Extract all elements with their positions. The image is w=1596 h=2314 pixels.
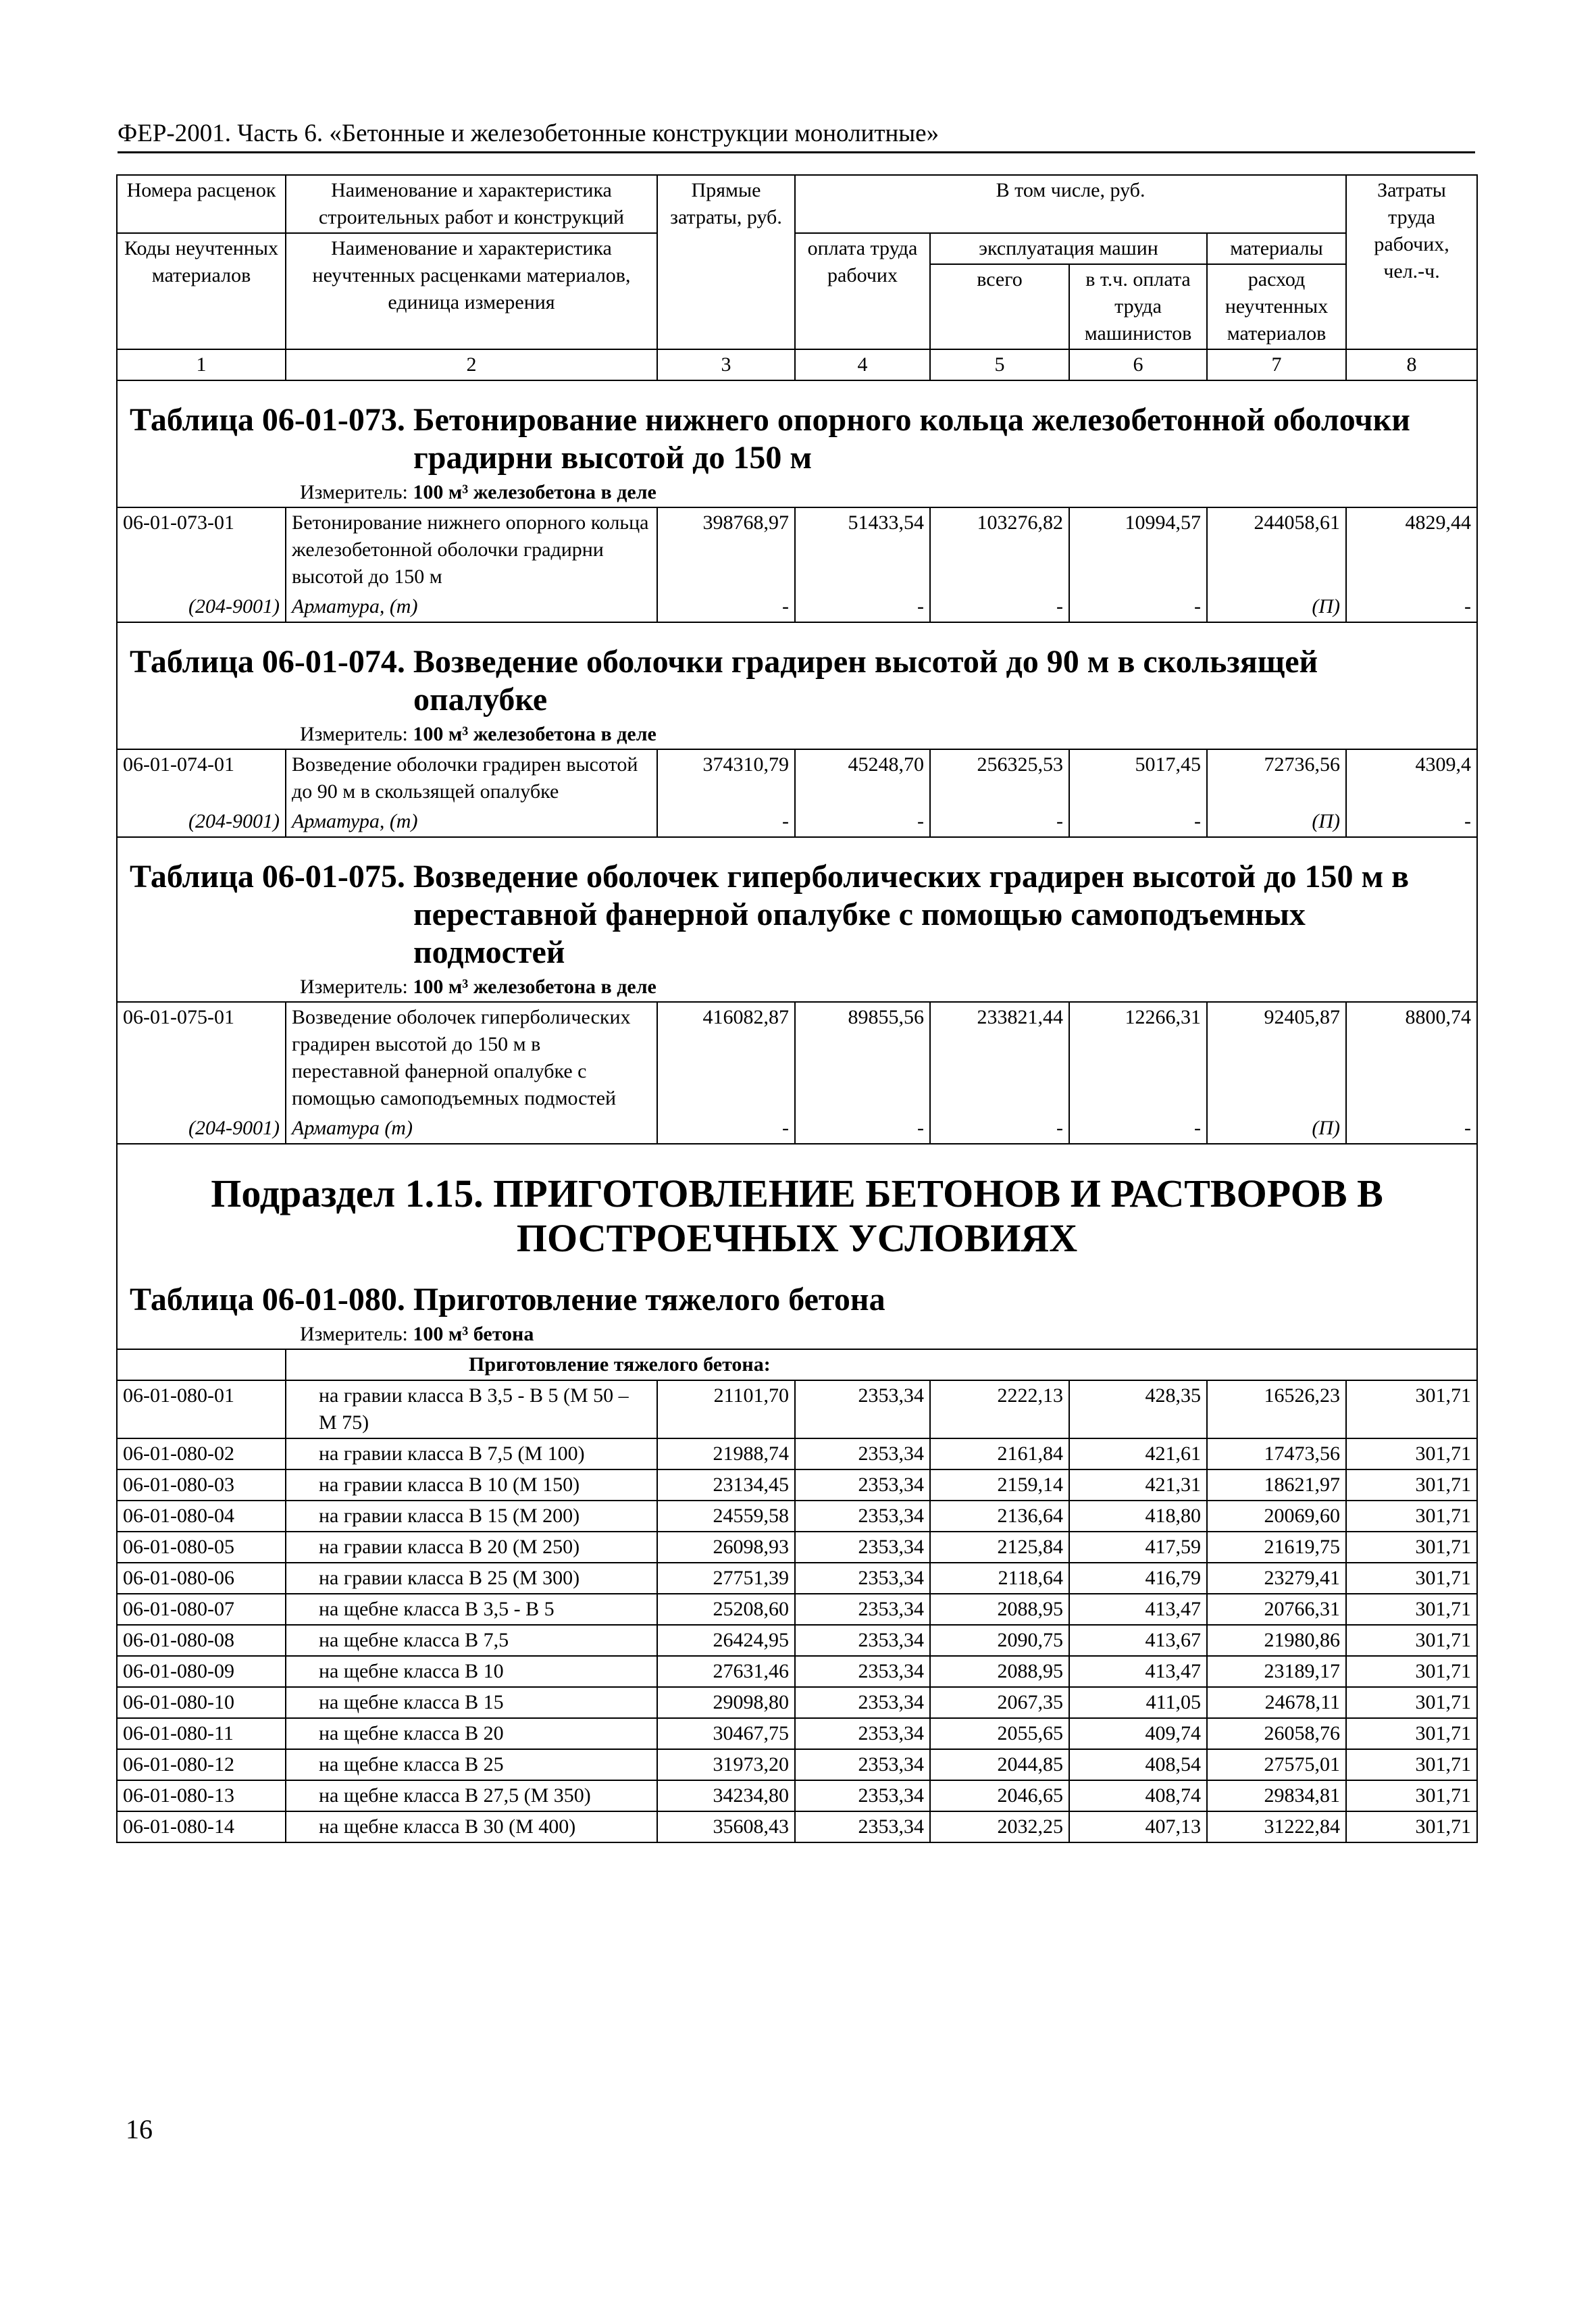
- work-description: на щебне класса В 30 (М 400): [286, 1811, 657, 1842]
- table-row: [117, 1532, 1477, 1563]
- material-name: Арматура (т): [286, 1113, 657, 1144]
- value-labor: 2353,34: [795, 1563, 930, 1594]
- value-labor: 2353,34: [795, 1594, 930, 1625]
- rate-code: 06-01-080-14: [117, 1811, 286, 1842]
- dash-cell: -: [795, 592, 930, 622]
- value-materials: 31222,84: [1207, 1811, 1346, 1842]
- column-number: 4: [795, 349, 930, 380]
- subsection-title: [118, 1145, 1476, 1281]
- rate-code: 06-01-080-12: [117, 1749, 286, 1780]
- dash-cell: -: [795, 1113, 930, 1144]
- value-mach-labor: 418,80: [1069, 1501, 1207, 1532]
- value-direct: 34234,80: [657, 1780, 795, 1811]
- work-description: на щебне класса В 15: [286, 1687, 657, 1718]
- measure-value: 100 м³ бетона: [413, 1323, 534, 1345]
- value-mach-total: 2090,75: [930, 1625, 1069, 1656]
- material-use: (П): [1207, 592, 1346, 622]
- measure-label: Измеритель:: [300, 723, 408, 745]
- value-mach-labor: 421,61: [1069, 1438, 1207, 1469]
- group-code-cell: [117, 1349, 286, 1380]
- value-labor: 89855,56: [795, 1002, 930, 1113]
- header-work-name: Наименование и характеристика строительных работ и конструкций: [286, 175, 657, 233]
- column-number: 3: [657, 349, 795, 380]
- measure-unit: [118, 722, 1476, 749]
- work-description: на гравии класса В 3,5 - В 5 (М 50 – М 75): [286, 1380, 657, 1438]
- value-labor: 2353,34: [795, 1811, 930, 1842]
- dash-cell: -: [1346, 807, 1477, 837]
- header-labor-hours: Затраты труда рабочих, чел.-ч.: [1346, 175, 1477, 349]
- value-hours: 8800,74: [1346, 1002, 1477, 1113]
- rate-code: 06-01-080-05: [117, 1532, 286, 1563]
- value-direct: 24559,58: [657, 1501, 795, 1532]
- rate-code: 06-01-080-11: [117, 1718, 286, 1749]
- group-title: Приготовление тяжелого бетона:: [286, 1349, 1477, 1380]
- work-description: на гравии класса В 7,5 (М 100): [286, 1438, 657, 1469]
- value-labor: 45248,70: [795, 749, 930, 807]
- material-code: (204-9001): [117, 592, 286, 622]
- material-name: Арматура, (т): [286, 807, 657, 837]
- dash-cell: -: [1069, 592, 1207, 622]
- value-hours: 301,71: [1346, 1469, 1477, 1501]
- work-description: на щебне класса В 25: [286, 1749, 657, 1780]
- group-row: [117, 1349, 1477, 1380]
- value-hours: 301,71: [1346, 1380, 1477, 1438]
- value-labor: 2353,34: [795, 1625, 930, 1656]
- value-hours: 301,71: [1346, 1438, 1477, 1469]
- value-mach-total: 2136,64: [930, 1501, 1069, 1532]
- work-description: на щебне класса В 20: [286, 1718, 657, 1749]
- value-direct: 35608,43: [657, 1811, 795, 1842]
- measure-label: Измеритель:: [300, 481, 408, 503]
- header-machines-total: всего: [930, 264, 1069, 349]
- rate-code: 06-01-075-01: [117, 1002, 286, 1113]
- value-hours: 301,71: [1346, 1594, 1477, 1625]
- value-labor: 2353,34: [795, 1532, 930, 1563]
- value-mach_total: 103276,82: [930, 507, 1069, 592]
- value-mach-total: 2046,65: [930, 1780, 1069, 1811]
- dash-cell: -: [930, 592, 1069, 622]
- value-mach-labor: 411,05: [1069, 1687, 1207, 1718]
- work-description: на щебне класса В 27,5 (М 350): [286, 1780, 657, 1811]
- table-title-line: опалубке: [413, 682, 548, 718]
- value-direct: 398768,97: [657, 507, 795, 592]
- header-materials: материалы: [1207, 233, 1346, 264]
- value-mach-total: 2222,13: [930, 1380, 1069, 1438]
- value-mach-total: 2161,84: [930, 1438, 1069, 1469]
- rate-code: 06-01-080-06: [117, 1563, 286, 1594]
- value-hours: 301,71: [1346, 1532, 1477, 1563]
- table-title-line: переставной фанерной опалубке с помощью самоподъемных: [413, 897, 1306, 932]
- rate-code: 06-01-073-01: [117, 507, 286, 592]
- table-title-line: Таблица 06-01-075. Возведение оболочек гиперболических градирен высотой до 150 м в: [130, 859, 1410, 895]
- value-hours: 4309,4: [1346, 749, 1477, 807]
- value-mach_labor: 12266,31: [1069, 1002, 1207, 1113]
- measure-label: Измеритель:: [300, 1323, 408, 1345]
- value-materials: 92405,87: [1207, 1002, 1346, 1113]
- value-mach-labor: 416,79: [1069, 1563, 1207, 1594]
- header-including: В том числе, руб.: [795, 175, 1346, 233]
- table-row: [117, 1380, 1477, 1438]
- value-mach-total: 2088,95: [930, 1656, 1069, 1687]
- value-direct: 26424,95: [657, 1625, 795, 1656]
- work-description: на щебне класса В 10: [286, 1656, 657, 1687]
- value-labor: 2353,34: [795, 1718, 930, 1749]
- measure-unit: [118, 480, 1476, 507]
- value-materials: 17473,56: [1207, 1438, 1346, 1469]
- value-direct: 27631,46: [657, 1656, 795, 1687]
- value-direct: 29098,80: [657, 1687, 795, 1718]
- dash-cell: -: [795, 807, 930, 837]
- value-mach-labor: 413,47: [1069, 1656, 1207, 1687]
- rate-code: 06-01-080-07: [117, 1594, 286, 1625]
- value-mach-labor: 407,13: [1069, 1811, 1207, 1842]
- rate-code: 06-01-080-08: [117, 1625, 286, 1656]
- header-rate-numbers: Номера расценок: [117, 175, 286, 233]
- material-name: Арматура, (т): [286, 592, 657, 622]
- table-title-cell: [117, 622, 1477, 749]
- header-direct-costs: Прямые затраты, руб.: [657, 175, 795, 349]
- dash-cell: -: [930, 807, 1069, 837]
- value-labor: 2353,34: [795, 1501, 930, 1532]
- value-materials: 72736,56: [1207, 749, 1346, 807]
- subsection-row: [117, 1144, 1477, 1349]
- value-direct: 21988,74: [657, 1438, 795, 1469]
- material-use: (П): [1207, 807, 1346, 837]
- material-use: (П): [1207, 1113, 1346, 1144]
- value-hours: 301,71: [1346, 1780, 1477, 1811]
- value-mach_total: 233821,44: [930, 1002, 1069, 1113]
- table-title: [118, 1281, 1476, 1322]
- value-materials: 16526,23: [1207, 1380, 1346, 1438]
- value-labor: 2353,34: [795, 1749, 930, 1780]
- dash-cell: -: [930, 1113, 1069, 1144]
- value-materials: 20766,31: [1207, 1594, 1346, 1625]
- document-body: [116, 174, 1476, 1843]
- value-direct: 21101,70: [657, 1380, 795, 1438]
- work-description: Возведение оболочки градирен высотой до 90 м в скользящей опалубке: [286, 749, 657, 807]
- header-materials-use: расход неучтенных материалов: [1207, 264, 1346, 349]
- table-title: [118, 381, 1476, 480]
- value-materials: 29834,81: [1207, 1780, 1346, 1811]
- value-materials: 24678,11: [1207, 1687, 1346, 1718]
- table-row: [117, 1718, 1477, 1749]
- rate-code: 06-01-074-01: [117, 749, 286, 807]
- table-title-line: Таблица 06-01-074. Возведение оболочки градирен высотой до 90 м в скользящей: [130, 644, 1318, 680]
- value-hours: 301,71: [1346, 1687, 1477, 1718]
- work-description: на гравии класса В 20 (М 250): [286, 1532, 657, 1563]
- value-materials: 23279,41: [1207, 1563, 1346, 1594]
- value-direct: 31973,20: [657, 1749, 795, 1780]
- dash-cell: -: [657, 1113, 795, 1144]
- table-title: [118, 623, 1476, 722]
- table-row: [117, 1780, 1477, 1811]
- dash-cell: -: [1346, 1113, 1477, 1144]
- work-description: на гравии класса В 25 (М 300): [286, 1563, 657, 1594]
- dash-cell: -: [657, 807, 795, 837]
- header-material-codes: Коды неучтенных материалов: [117, 233, 286, 349]
- page-number: 16: [126, 2114, 153, 2144]
- value-direct: 374310,79: [657, 749, 795, 807]
- table-row: [117, 1656, 1477, 1687]
- measure-value: 100 м³ железобетона в деле: [413, 481, 657, 503]
- table-title-row: [117, 380, 1477, 507]
- table-title-cell: [117, 837, 1477, 1002]
- table-row: [117, 1687, 1477, 1718]
- table-title-row: [117, 837, 1477, 1002]
- table-title-line: Таблица 06-01-080. Приготовление тяжелого бетона: [130, 1282, 885, 1317]
- value-labor: 2353,34: [795, 1438, 930, 1469]
- rate-code: 06-01-080-04: [117, 1501, 286, 1532]
- material-row: [117, 807, 1477, 837]
- rate-code: 06-01-080-01: [117, 1380, 286, 1438]
- value-hours: 301,71: [1346, 1749, 1477, 1780]
- table-row: [117, 1749, 1477, 1780]
- value-labor: 2353,34: [795, 1380, 930, 1438]
- value-mach-total: 2125,84: [930, 1532, 1069, 1563]
- measure-unit: [118, 974, 1476, 1001]
- work-description: на гравии класса В 15 (М 200): [286, 1501, 657, 1532]
- value-labor: 51433,54: [795, 507, 930, 592]
- work-description: на щебне класса В 3,5 - В 5: [286, 1594, 657, 1625]
- measure-label: Измеритель:: [300, 976, 408, 998]
- value-direct: 25208,60: [657, 1594, 795, 1625]
- value-materials: 18621,97: [1207, 1469, 1346, 1501]
- value-direct: 30467,75: [657, 1718, 795, 1749]
- value-mach-total: 2067,35: [930, 1687, 1069, 1718]
- value-mach-total: 2055,65: [930, 1718, 1069, 1749]
- measure-value: 100 м³ железобетона в деле: [413, 976, 657, 998]
- value-mach-labor: 421,31: [1069, 1469, 1207, 1501]
- measure-value: 100 м³ железобетона в деле: [413, 723, 657, 745]
- value-hours: 301,71: [1346, 1563, 1477, 1594]
- column-number: 6: [1069, 349, 1207, 380]
- value-direct: 416082,87: [657, 1002, 795, 1113]
- value-mach-total: 2044,85: [930, 1749, 1069, 1780]
- header-machines: эксплуатация машин: [930, 233, 1207, 264]
- value-materials: 23189,17: [1207, 1656, 1346, 1687]
- work-description: на гравии класса В 10 (М 150): [286, 1469, 657, 1501]
- table-title-row: [117, 622, 1477, 749]
- value-mach-labor: 408,54: [1069, 1749, 1207, 1780]
- column-number: 1: [117, 349, 286, 380]
- rate-code: 06-01-080-02: [117, 1438, 286, 1469]
- value-direct: 23134,45: [657, 1469, 795, 1501]
- value-hours: 301,71: [1346, 1625, 1477, 1656]
- header-material-name: Наименование и характеристика неучтенных расценками материалов, единица измерения: [286, 233, 657, 349]
- value-hours: 301,71: [1346, 1811, 1477, 1842]
- subsection-cell: [117, 1144, 1477, 1349]
- value-materials: 244058,61: [1207, 507, 1346, 592]
- value-mach-labor: 408,74: [1069, 1780, 1207, 1811]
- column-number: 8: [1346, 349, 1477, 380]
- value-mach-labor: 413,47: [1069, 1594, 1207, 1625]
- header-machinists-pay: в т.ч. оплата труда машинистов: [1069, 264, 1207, 349]
- value-materials: 21980,86: [1207, 1625, 1346, 1656]
- table-title-line: градирни высотой до 150 м: [413, 440, 813, 476]
- column-number: 5: [930, 349, 1069, 380]
- work-description: на щебне класса В 7,5: [286, 1625, 657, 1656]
- table-row: [117, 1563, 1477, 1594]
- subsection-line: ПОСТРОЕЧНЫХ УСЛОВИЯХ: [516, 1216, 1078, 1260]
- value-direct: 26098,93: [657, 1532, 795, 1563]
- value-mach-total: 2118,64: [930, 1563, 1069, 1594]
- table-row: [117, 749, 1477, 807]
- value-mach-total: 2159,14: [930, 1469, 1069, 1501]
- measure-unit: [118, 1322, 1476, 1349]
- subsection-line: Подраздел 1.15. ПРИГОТОВЛЕНИЕ БЕТОНОВ И РАСТВОРОВ В: [211, 1172, 1383, 1215]
- value-materials: 26058,76: [1207, 1718, 1346, 1749]
- material-row: [117, 1113, 1477, 1144]
- value-hours: 301,71: [1346, 1501, 1477, 1532]
- value-materials: 20069,60: [1207, 1501, 1346, 1532]
- column-number: 2: [286, 349, 657, 380]
- value-labor: 2353,34: [795, 1780, 930, 1811]
- table-row: [117, 1811, 1477, 1842]
- value-mach-labor: 409,74: [1069, 1718, 1207, 1749]
- dash-cell: -: [1346, 592, 1477, 622]
- work-description: Бетонирование нижнего опорного кольца железобетонной оболочки градирни высотой до 150 м: [286, 507, 657, 592]
- value-labor: 2353,34: [795, 1469, 930, 1501]
- material-code: (204-9001): [117, 1113, 286, 1144]
- value-mach_labor: 5017,45: [1069, 749, 1207, 807]
- table-row: [117, 1501, 1477, 1532]
- rate-code: 06-01-080-09: [117, 1656, 286, 1687]
- value-mach-labor: 428,35: [1069, 1380, 1207, 1438]
- value-hours: 4829,44: [1346, 507, 1477, 592]
- value-hours: 301,71: [1346, 1718, 1477, 1749]
- rate-code: 06-01-080-13: [117, 1780, 286, 1811]
- table-title: [118, 838, 1476, 974]
- material-code: (204-9001): [117, 807, 286, 837]
- value-hours: 301,71: [1346, 1656, 1477, 1687]
- table-row: [117, 1438, 1477, 1469]
- rate-code: 06-01-080-03: [117, 1469, 286, 1501]
- work-description: Возведение оболочек гиперболических градирен высотой до 150 м в переставной фанерной опалубке с помощью самоподъемных подмостей: [286, 1002, 657, 1113]
- table-row: [117, 507, 1477, 592]
- column-number: 7: [1207, 349, 1346, 380]
- table-row: [117, 1625, 1477, 1656]
- value-materials: 27575,01: [1207, 1749, 1346, 1780]
- material-row: [117, 592, 1477, 622]
- value-mach-total: 2032,25: [930, 1811, 1069, 1842]
- dash-cell: -: [1069, 807, 1207, 837]
- page-header: ФЕР-2001. Часть 6. «Бетонные и железобетонные конструкции монолитные»: [118, 119, 1475, 153]
- table-title-line: Таблица 06-01-073. Бетонирование нижнего опорного кольца железобетонной оболочки: [130, 402, 1410, 438]
- table-title-line: подмостей: [413, 934, 565, 970]
- value-mach_labor: 10994,57: [1069, 507, 1207, 592]
- dash-cell: -: [1069, 1113, 1207, 1144]
- value-labor: 2353,34: [795, 1687, 930, 1718]
- value-direct: 27751,39: [657, 1563, 795, 1594]
- value-mach-labor: 417,59: [1069, 1532, 1207, 1563]
- table-row: [117, 1594, 1477, 1625]
- dash-cell: -: [657, 592, 795, 622]
- rate-code: 06-01-080-10: [117, 1687, 286, 1718]
- table-title-cell: [117, 380, 1477, 507]
- value-mach-labor: 413,67: [1069, 1625, 1207, 1656]
- value-mach_total: 256325,53: [930, 749, 1069, 807]
- value-materials: 21619,75: [1207, 1532, 1346, 1563]
- header-labor-pay: оплата труда рабочих: [795, 233, 930, 349]
- value-mach-total: 2088,95: [930, 1594, 1069, 1625]
- table-row: [117, 1469, 1477, 1501]
- table-row: [117, 1002, 1477, 1113]
- value-labor: 2353,34: [795, 1656, 930, 1687]
- rates-table: [116, 174, 1478, 1843]
